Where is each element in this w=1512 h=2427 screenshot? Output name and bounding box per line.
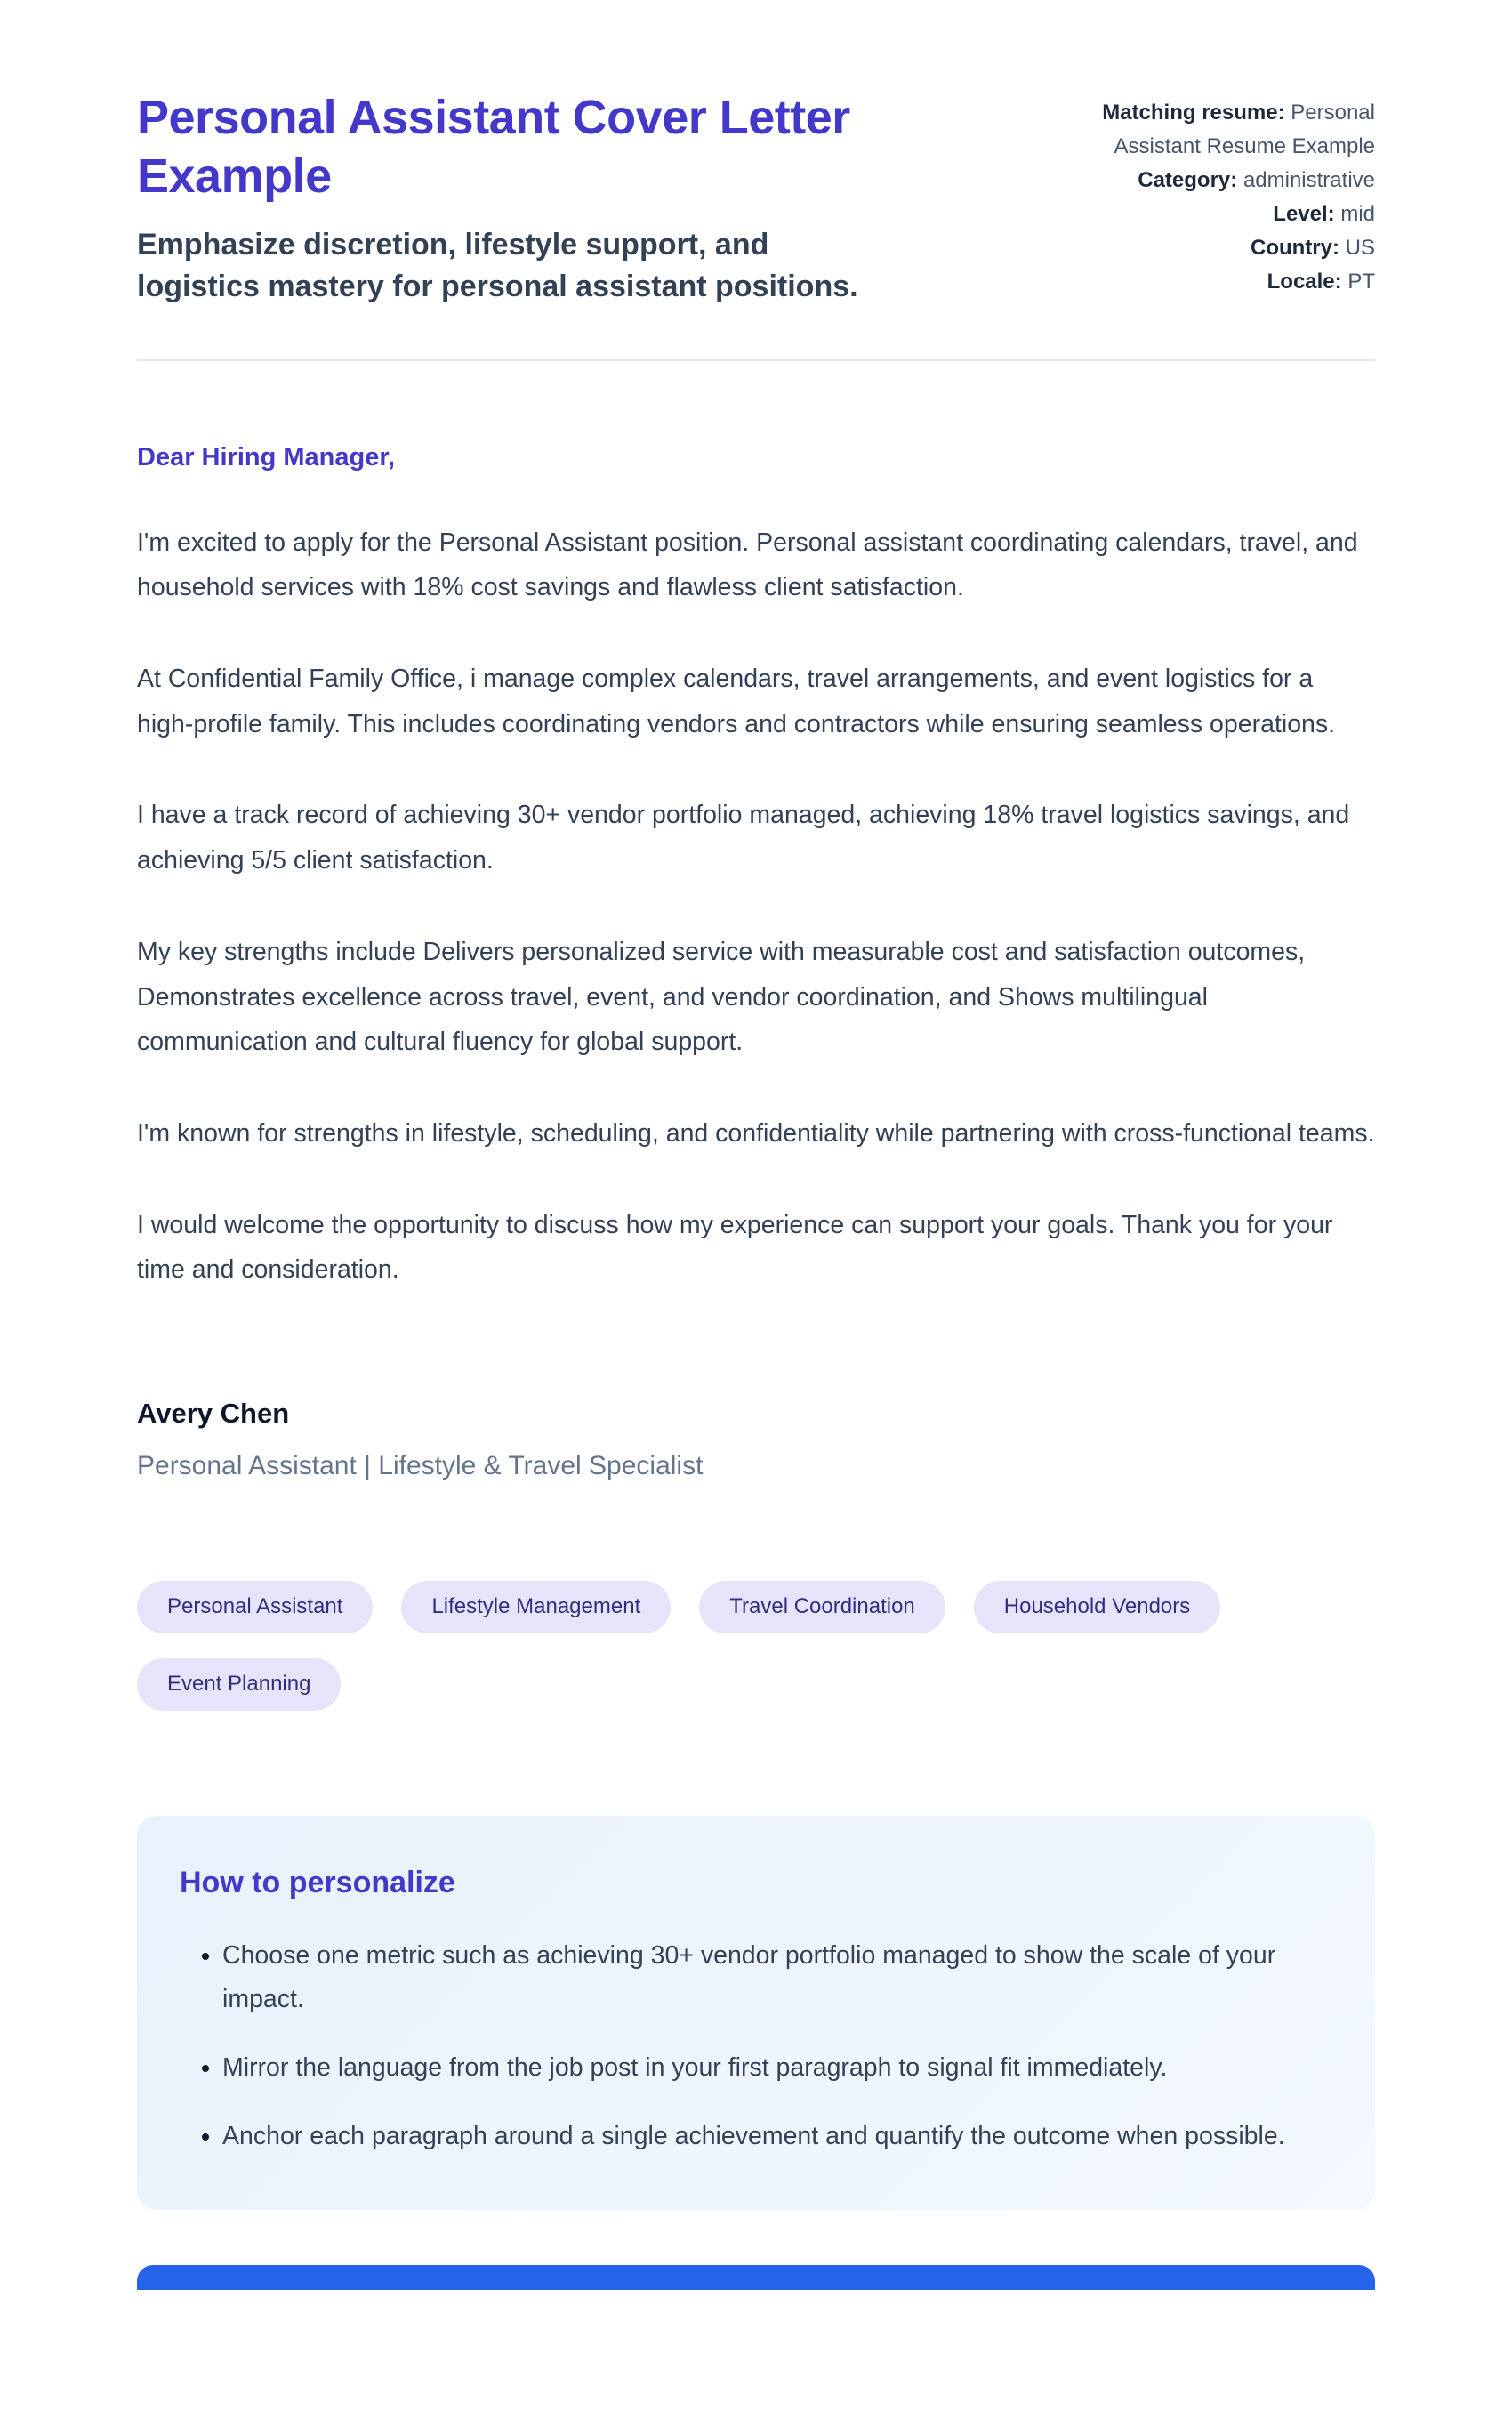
title-block [137,89,875,308]
cover-letter-body [137,443,1375,1482]
tag-event-planning[interactable]: Event Planning [137,1658,341,1711]
meta-label-country: Country: [1251,235,1339,260]
page [137,0,1375,2290]
meta-block [1028,89,1375,308]
letter-paragraph-4: My key strengths include Delivers personalized service with measurable cost and satisfaction outcomes, Demonstrates excellence across travel, event, and vendor coordination, and Shows multilingual communication and cultural fluency for global support. [137,937,1306,1057]
divider [137,359,1375,361]
signature-name: Avery Chen [137,1398,290,1430]
letter-paragraph-5: I'm known for strengths in lifestyle, scheduling, and confidentiality while partnering with cross-functional teams. [137,1119,1375,1149]
meta-label-level: Level: [1273,201,1335,226]
signature-title: Personal Assistant | Lifestyle & Travel Specialist [137,1451,704,1481]
tag-personal-assistant[interactable]: Personal Assistant [137,1581,373,1633]
meta-value-level: mid [1340,201,1375,226]
meta-row-matching-resume [1028,96,1375,164]
meta-row-country [1028,231,1375,265]
meta-label-matching-resume: Matching resume: [1102,101,1285,125]
header [137,89,1375,308]
personalize-tip-1: • Choose one metric such as achieving 30+ vendor portfolio managed to show the scale of your impact. [222,1934,1332,2021]
personalize-tip-2: • Mirror the language from the job post in your first paragraph to signal fit immediately. [222,2046,1332,2090]
meta-row-category [1028,164,1375,198]
personalize-tips-list [180,1934,1332,2158]
signature-block [137,1398,1375,1481]
tag-household-vendors[interactable]: Household Vendors [974,1581,1220,1633]
letter-paragraph-6: I would welcome the opportunity to discuss how my experience can support your goals. Thank you for your time and consideration. [137,1210,1333,1285]
meta-label-locale: Locale: [1267,269,1342,294]
salutation: Dear Hiring Manager, [137,442,396,472]
tag-lifestyle-management[interactable]: Lifestyle Management [401,1581,671,1633]
next-section-top-bar [137,2265,1375,2290]
personalize-tip-3: • Anchor each paragraph around a single achievement and quantify the outcome when possible. [222,2115,1332,2158]
tag-travel-coordination[interactable]: Travel Coordination [699,1581,945,1633]
meta-value-category: administrative [1243,167,1375,192]
personalize-title: How to personalize [180,1866,455,1900]
page-title: Personal Assistant Cover Letter Example [137,91,850,203]
meta-value-locale: PT [1347,269,1375,294]
tag-list [137,1581,1375,1711]
meta-value-country: US [1345,235,1375,260]
page-subtitle: Emphasize discretion, lifestyle support, and logistics mastery for personal assistant positions. [137,227,858,303]
letter-paragraph-2: At Confidential Family Office, i manage complex calendars, travel arrangements, and event logistics for a high-profile family. This includes coordinating vendors and contractors while ensuring seamless operations. [137,665,1336,738]
meta-row-locale [1028,265,1375,299]
personalize-box [137,1816,1375,2210]
letter-paragraph-3: I have a track record of achieving 30+ vendor portfolio managed, achieving 18% travel logistics savings, and achieving 5/5 client satisfaction. [137,801,1350,875]
meta-value-matching-resume: Personal Assistant Resume Example [1114,101,1375,158]
meta-label-category: Category: [1138,167,1238,192]
meta-row-level [1028,198,1375,231]
letter-paragraph-1: I'm excited to apply for the Personal Assistant position. Personal assistant coordinating calendars, travel, and household services with 18% cost savings and flawless client satisfaction. [137,528,1358,602]
